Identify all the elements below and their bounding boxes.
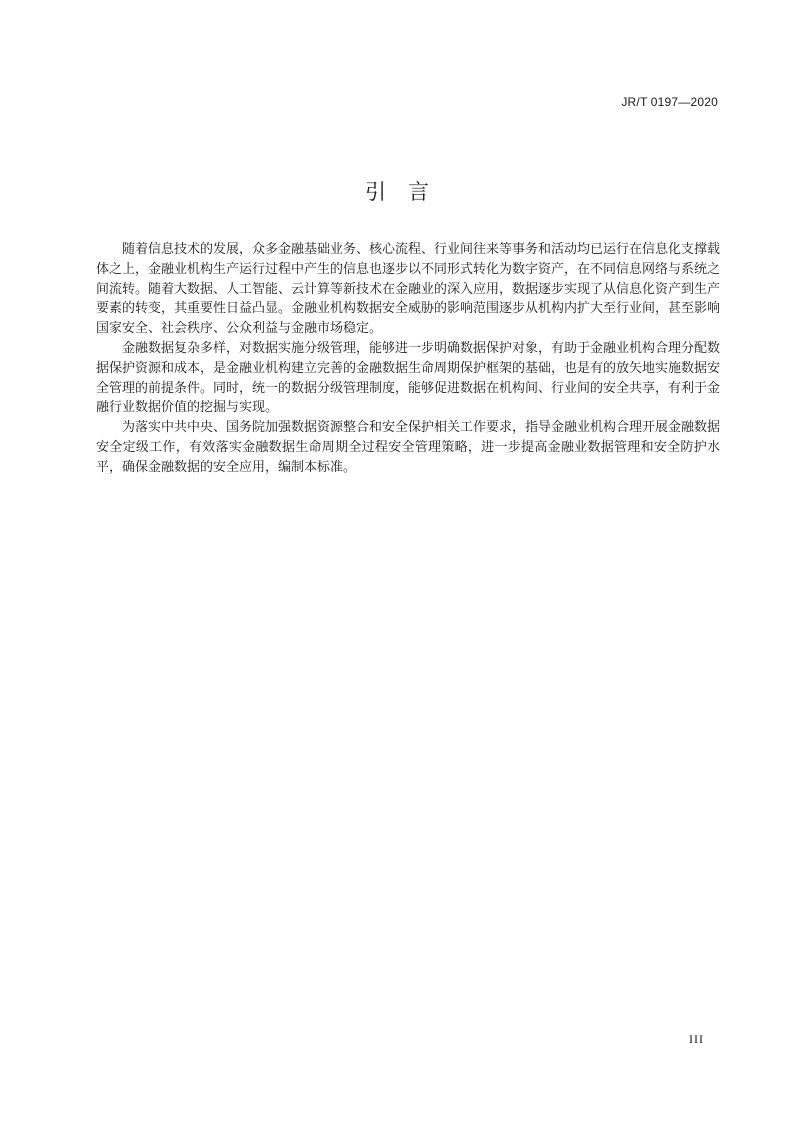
document-code: JR/T 0197—2020 <box>621 95 718 109</box>
paragraph: 为落实中共中央、国务院加强数据资源整合和安全保护相关工作要求，指导金融业机构合理开展金融数据安全定级工作，有效落实金融数据生命周期全过程安全管理策略，进一步提高金融业数据管理和安全防护水平，确保金融数据的安全应用，编制本标准。 <box>96 420 721 475</box>
page-number: III <box>689 1032 704 1046</box>
paragraph: 金融数据复杂多样，对数据实施分级管理，能够进一步明确数据保护对象，有助于金融业机构合理分配数据保护资源和成本，是金融业机构建立完善的金融数据生命周期保护框架的基础，也是有的放矢地实施数据安全管理的前提条件。同时，统一的数据分级管理制度，能够促进数据在机构间、行业间的安全共享，有利于金融行业数据价值的挖掘与实现。 <box>96 340 721 416</box>
document-body <box>96 240 720 478</box>
paragraph: 随着信息技术的发展，众多金融基础业务、核心流程、行业间往来等事务和活动均已运行在信息化支撑载体之上，金融业机构生产运行过程中产生的信息也逐步以不同形式转化为数字资产，在不同信息网络与系统之间流转。随着大数据、人工智能、云计算等新技术在金融业的深入应用，数据逐步实现了从信息化资产到生产要素的转变，其重要性日益凸显。金融业机构数据安全威胁的影响范围逐步从机构内扩大至行业间，甚至影响国家安全、社会秩序、公众利益与金融市场稳定。 <box>96 242 721 337</box>
page-title: 引言 <box>365 180 451 204</box>
